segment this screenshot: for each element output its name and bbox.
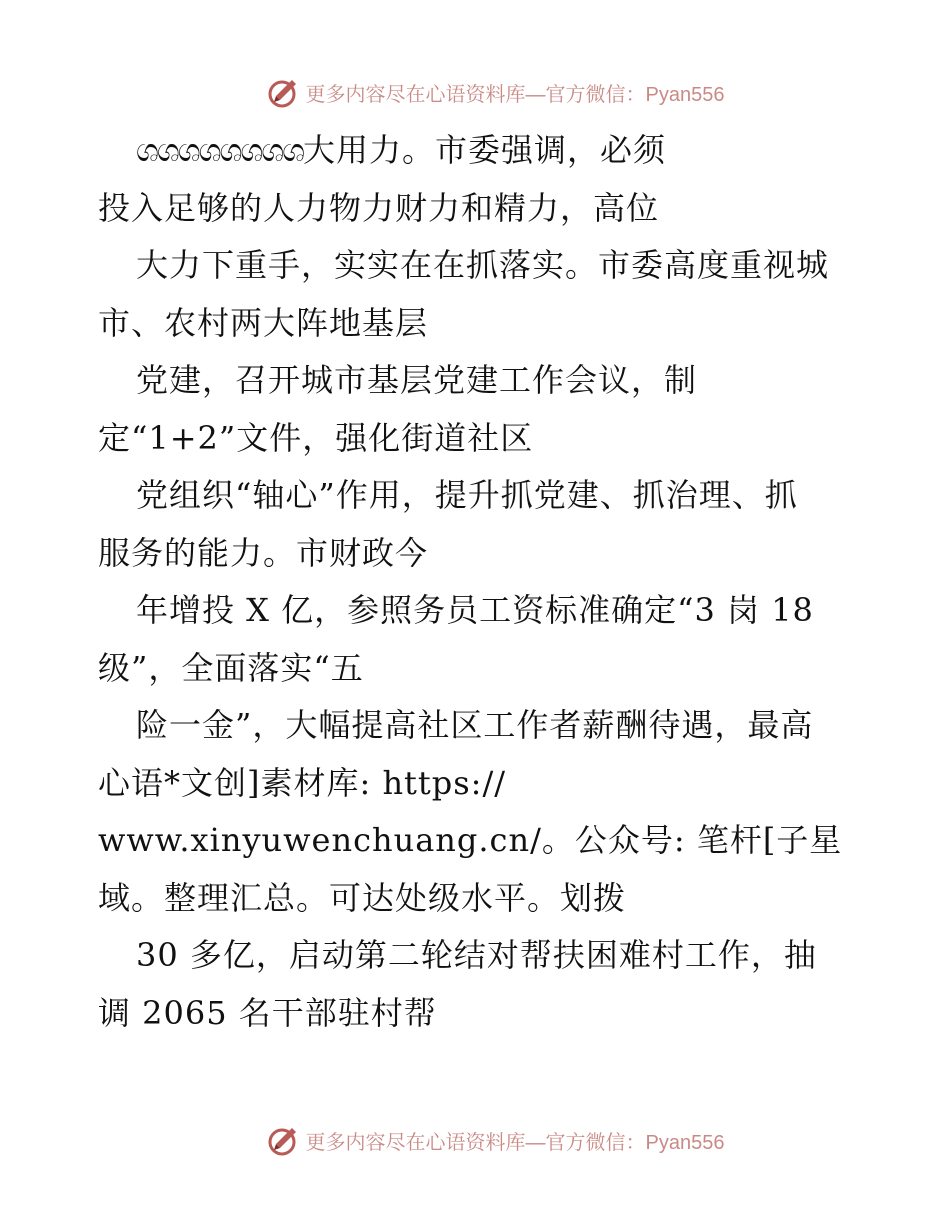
pen-logo-icon xyxy=(266,1122,302,1158)
text-line-14: 域。整理汇总。可达处级水平。划拨 xyxy=(98,878,627,917)
text-line-1: ශශශශශශශශ大用力。市委强调，必须 xyxy=(136,131,667,169)
text-line-11: 险一金”，大幅提高社区工作者薪酬待遇，最高 xyxy=(136,706,814,744)
footer-watermark xyxy=(0,1120,950,1160)
text-line-10: 级”，全面落实“五 xyxy=(98,648,364,687)
text-line-16: 调 2065 名干部驻村帮 xyxy=(98,993,437,1032)
text-line-8: 服务的能力。市财政今 xyxy=(98,533,429,572)
text-line-3: 大力下重手，实实在在抓落实。市委高度重视城 xyxy=(136,246,830,284)
decorative-glyphs: ශශශශශශශශ xyxy=(136,131,304,169)
text-line-6: 定“1+2”文件，强化街道社区 xyxy=(98,418,534,457)
document-body xyxy=(98,122,858,1042)
header-watermark xyxy=(0,72,950,112)
text-line-12: 心语*文创]素材库: https:// xyxy=(98,763,507,802)
text-line-15: 30 多亿，启动第二轮结对帮扶困难村工作，抽 xyxy=(136,936,817,974)
text-line-2: 投入足够的人力物力财力和精力，高位 xyxy=(98,188,660,227)
text-line-7: 党组织“轴心”作用，提升抓党建、抓治理、抓 xyxy=(136,476,798,514)
watermark-text: 更多内容尽在心语资料库—官方微信：Pyan556 xyxy=(305,83,725,106)
watermark-text: 更多内容尽在心语资料库—官方微信：Pyan556 xyxy=(305,1131,725,1154)
text-line-5: 党建，召开城市基层党建工作会议，制 xyxy=(136,361,698,399)
text-line-4: 市、农村两大阵地基层 xyxy=(98,303,429,342)
text-line-9: 年增投 X 亿，参照务员工资标准确定“3 岗 18 xyxy=(136,591,814,629)
text-line-13: www.xinyuwenchuang.cn/。公众号: 笔杆[子星 xyxy=(98,821,843,859)
pen-logo-icon xyxy=(266,74,302,110)
